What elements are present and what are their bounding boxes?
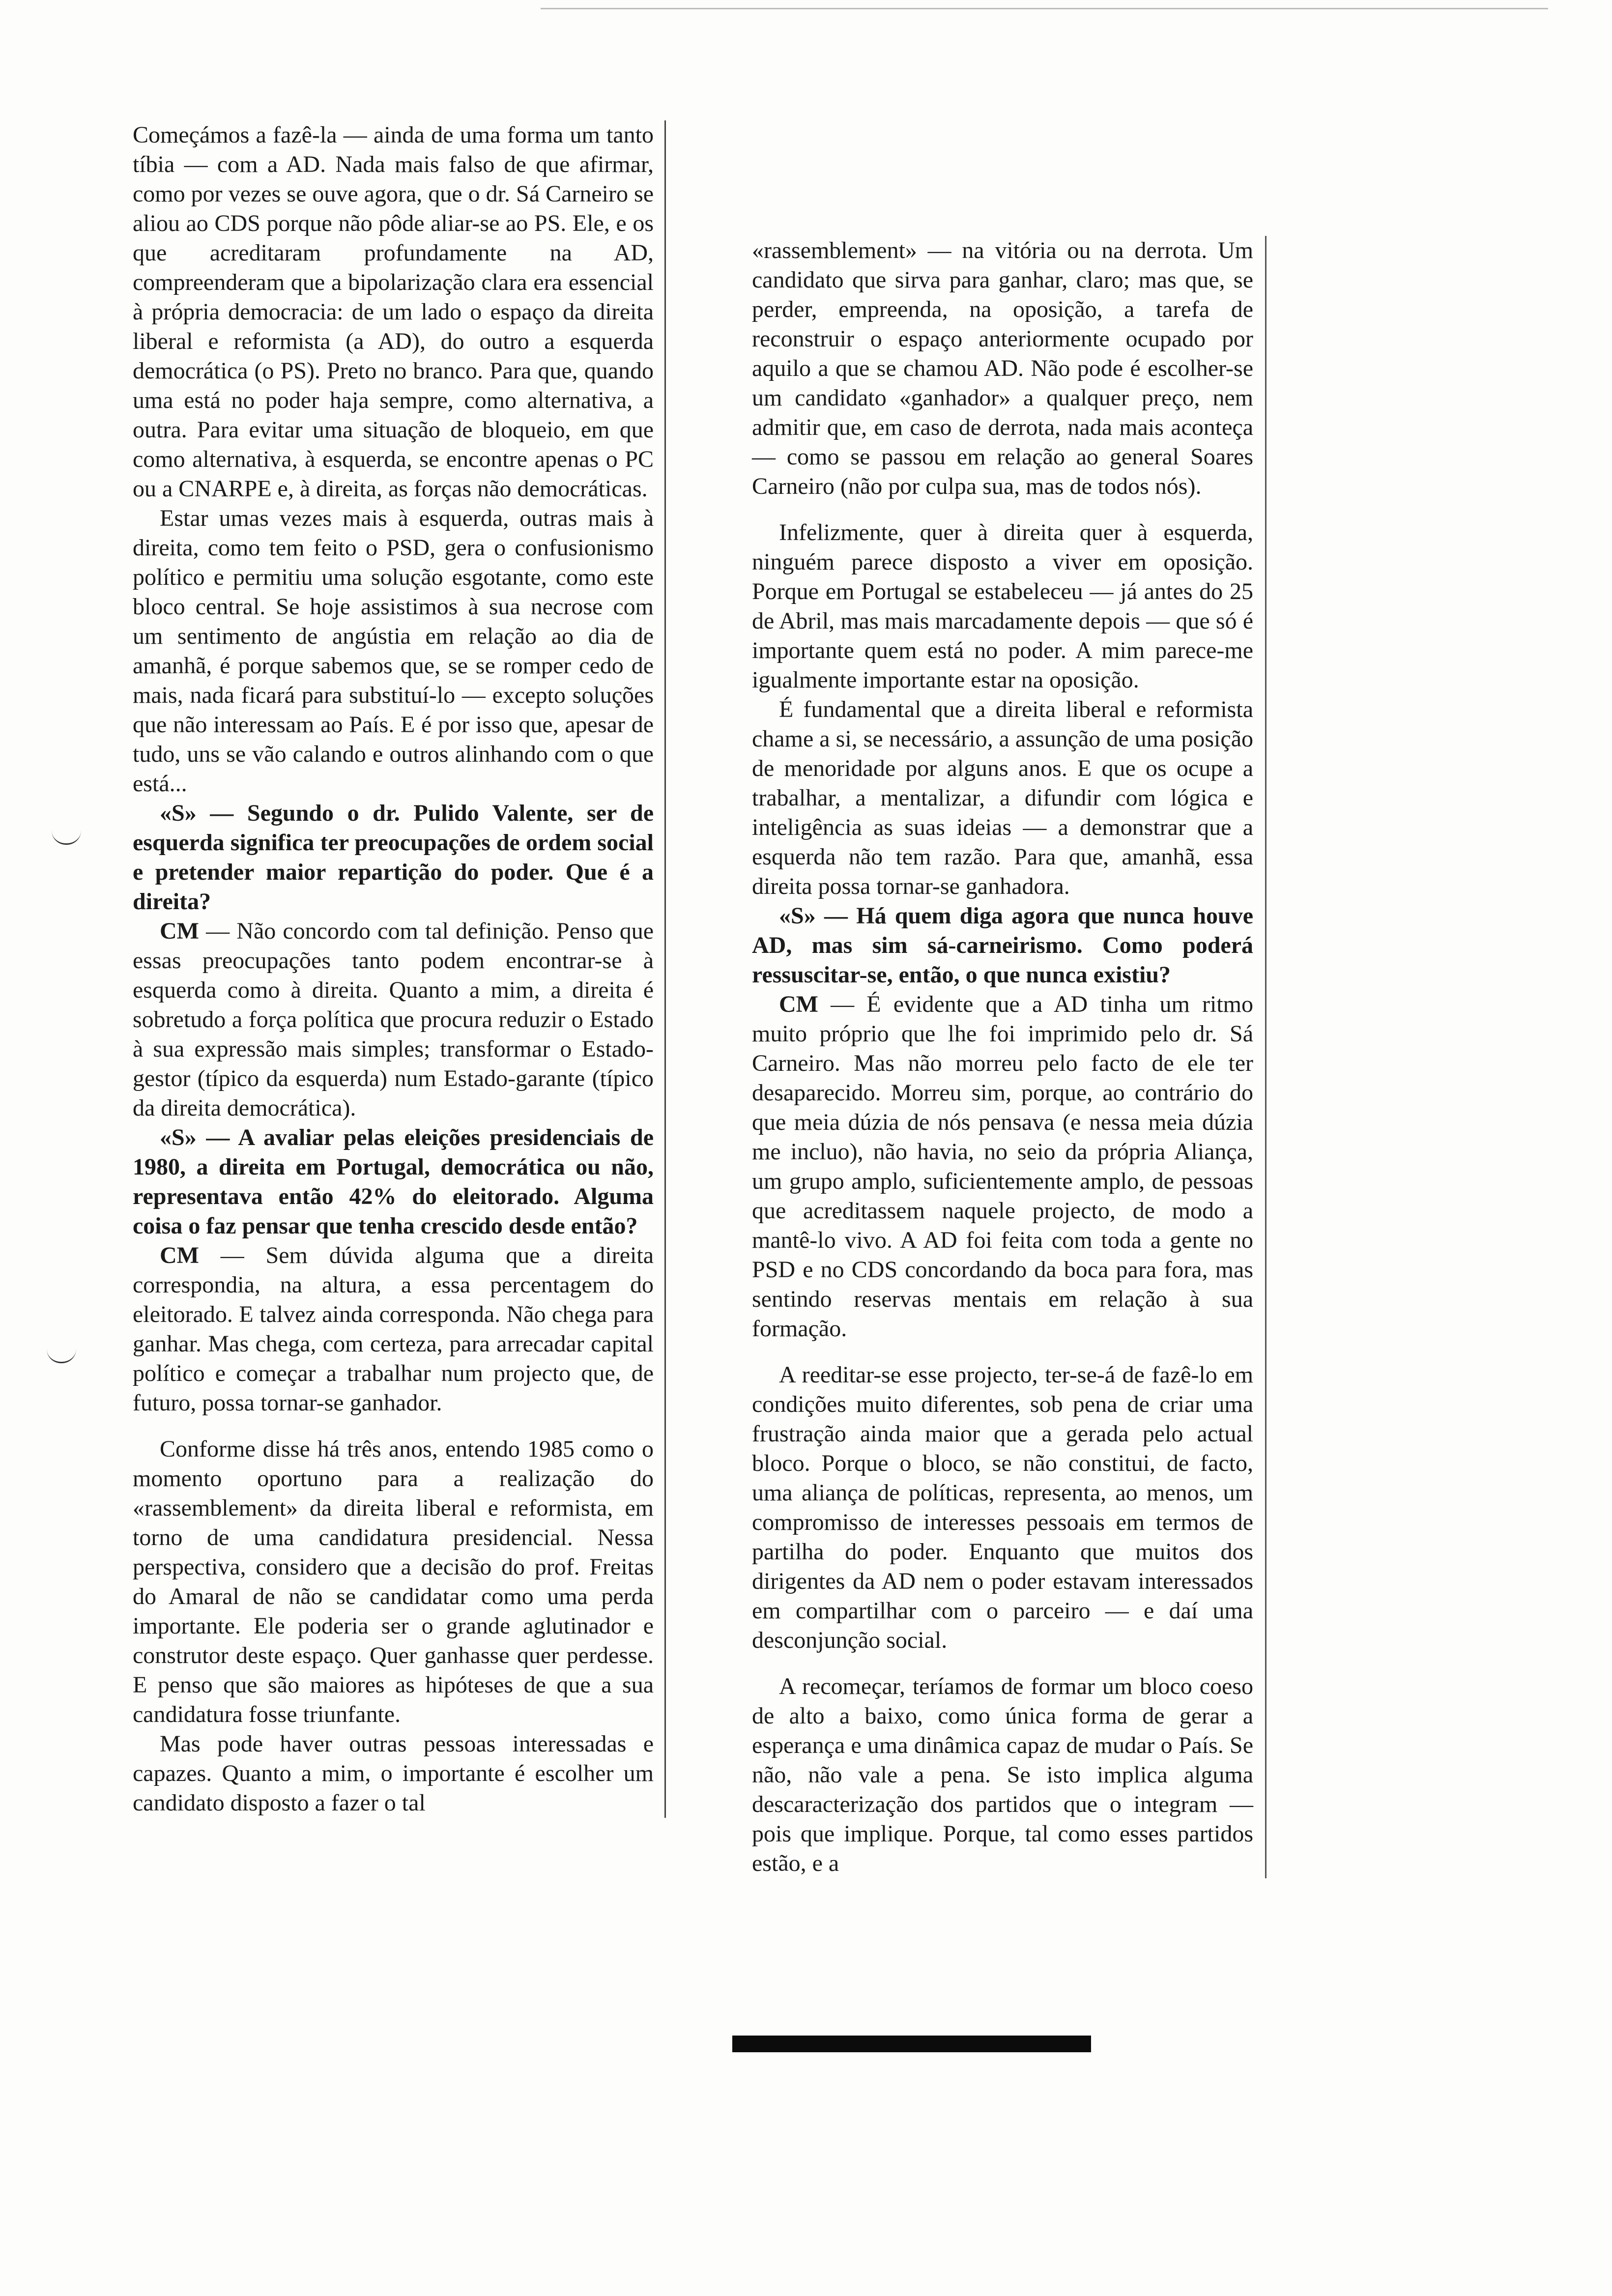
article-column-right bbox=[752, 236, 1267, 1878]
interview-answer bbox=[133, 917, 654, 1123]
speaker-label: CM bbox=[160, 1242, 199, 1268]
article-paragraph: A recomeçar, teríamos de formar um bloco coeso de alto a baixo, como única forma de gerar a esperança e uma dinâmica capaz de mudar o País. Se não, não vale a pena. Se isto implica alguma descaracterização dos partidos que o integram — pois que implique. Porque, tal como esses partidos estão, e a bbox=[752, 1673, 1253, 1876]
interview-answer bbox=[133, 1241, 654, 1418]
article-paragraph: Conforme disse há três anos, entendo 1985 como o momento oportuno para a realização do «rassemblement» da direita liberal e reformista, em torno de uma candidatura presidencial. Nessa perspectiva, considero que a decisão do prof. Freitas do Amaral de não se candidatar como uma perda importante. Ele poderia ser o grande aglutinador e construtor deste espaço. Quer ganhasse quer perdesse. E penso que são maiores as hipóteses de que a sua candidatura fosse triunfante. bbox=[133, 1436, 654, 1727]
answer-text: — Sem dúvida alguma que a direita correspondia, na altura, a essa percentagem do eleitorado. E talvez ainda corresponda. Não chega para ganhar. Mas chega, com certeza, para arrecadar capital político e começar a trabalhar num projecto que, de futuro, possa tornar-se ganhador. bbox=[133, 1242, 654, 1416]
article-paragraph: Infelizmente, quer à direita quer à esquerda, ninguém parece disposto a viver em oposição. Porque em Portugal se estabeleceu — já antes do 25 de Abril, mas mais marcadamente depois — que só é importante quem está no poder. A mim parece-me igualmente importante estar na oposição. bbox=[752, 519, 1253, 693]
speaker-label: CM bbox=[160, 918, 199, 944]
article-paragraph: Mas pode haver outras pessoas interessadas e capazes. Quanto a mim, o importante é escolher um candidato disposto a fazer o tal bbox=[133, 1731, 654, 1816]
interview-question: «S» — A avaliar pelas eleições presidenciais de 1980, a direita em Portugal, democrática ou não, representava então 42% do eleitorado. Alguma coisa o faz pensar que tenha crescido desde então? bbox=[133, 1124, 654, 1239]
article-column-left bbox=[133, 120, 666, 1818]
article-paragraph: «rassemblement» — na vitória ou na derrota. Um candidato que sirva para ganhar, claro; mas que, se perder, empreenda, na oposição, a tarefa de reconstruir o espaço anteriormente ocupado por aquilo a que se chamou AD. Não pode é escolher-se um candidato «ganhador» a qualquer preço, nem admitir que, em caso de derrota, nada mais aconteça — como se passou em relação ao general Soares Carneiro (não por culpa sua, mas de todos nós). bbox=[752, 237, 1253, 499]
answer-text: — Não concordo com tal definição. Penso que essas preocupações tanto podem encontrar-se à esquerda como à direita. Quanto a mim, a direita é sobretudo a força política que procura reduzir o Estado à sua expressão mais simples; transformar o Estado-gestor (típico da esquerda) num Estado-garante (típico da direita democrática). bbox=[133, 918, 654, 1121]
margin-mark-upper bbox=[52, 831, 81, 845]
article-paragraph: É fundamental que a direita liberal e reformista chame a si, se necessário, a assunção de uma posição de menoridade por alguns anos. E que os ocupe a trabalhar, a mentalizar, a difundir com lógica e inteligência as suas ideias — a demonstrar que a esquerda não tem razão. Para que, amanhã, essa direita possa tornar-se ganhadora. bbox=[752, 696, 1253, 899]
interview-question: «S» — Há quem diga agora que nunca houve AD, mas sim sá-carneirismo. Como poderá ressuscitar-se, então, o que nunca existiu? bbox=[752, 903, 1253, 988]
answer-text: — É evidente que a AD tinha um ritmo muito próprio que lhe foi imprimido pelo dr. Sá Carneiro. Mas não morreu pelo facto de ele ter desaparecido. Morreu sim, porque, ao contrário do que meia dúzia de nós pensava (e nessa meia dúzia me incluo), não havia, no seio da própria Aliança, um grupo amplo, suficientemente amplo, de pessoas que acreditassem naquele projecto, de modo a mantê-lo vivo. A AD foi feita com toda a gente no PSD e no CDS concordando da boca para fora, mas sentindo reservas mentais em relação à sua formação. bbox=[752, 991, 1253, 1342]
article-paragraph: Começámos a fazê-la — ainda de uma forma um tanto tíbia — com a AD. Nada mais falso de que afirmar, como por vezes se ouve agora, que o dr. Sá Carneiro se aliou ao CDS porque não pôde aliar-se ao PS. Ele, e os que acreditaram profundamente na AD, compreenderam que a bipolarização clara era essencial à própria democracia: de um lado o espaço da direita liberal e reformista (a AD), do outro a esquerda democrática (o PS). Preto no branco. Para que, quando uma está no poder haja sempre, como alternativa, a outra. Para evitar uma situação de bloqueio, em que como alternativa, à esquerda, se encontre apenas o PC ou a CNARPE e, à direita, as forças não democráticas. bbox=[133, 122, 654, 502]
interview-question: «S» — Segundo o dr. Pulido Valente, ser de esquerda significa ter preocupações de ordem social e pretender maior repartição do poder. Que é a direita? bbox=[133, 800, 654, 915]
article-paragraph: A reeditar-se esse projecto, ter-se-á de fazê-lo em condições muito diferentes, sob pena de criar uma frustração ainda maior que a gerada pelo actual bloco. Porque o bloco, se não constitui, de facto, uma aliança de políticas, representa, ao menos, um compromisso de interesses pessoais em termos de partilha do poder. Enquanto que muitos dos dirigentes da AD nem o poder estavam interessados em compartilhar com o parceiro — e daí uma desconjunção social. bbox=[752, 1362, 1253, 1653]
column-end-bar bbox=[732, 2036, 1091, 2052]
scan-top-line bbox=[541, 8, 1548, 9]
speaker-label: CM bbox=[779, 991, 818, 1017]
article-paragraph: Estar umas vezes mais à esquerda, outras mais à direita, como tem feito o PSD, gera o confusionismo político e permitiu uma solução esgotante, como este bloco central. Se hoje assistimos à sua necrose com um sentimento de angústia em relação ao dia de amanhã, é porque sabemos que, se se romper cedo de mais, nada ficará para substituí-lo — excepto soluções que não interessam ao País. E é por isso que, apesar de tudo, uns se vão calando e outros alinhando com o que está... bbox=[133, 505, 654, 797]
interview-answer bbox=[752, 990, 1253, 1344]
margin-mark-lower bbox=[47, 1349, 76, 1363]
